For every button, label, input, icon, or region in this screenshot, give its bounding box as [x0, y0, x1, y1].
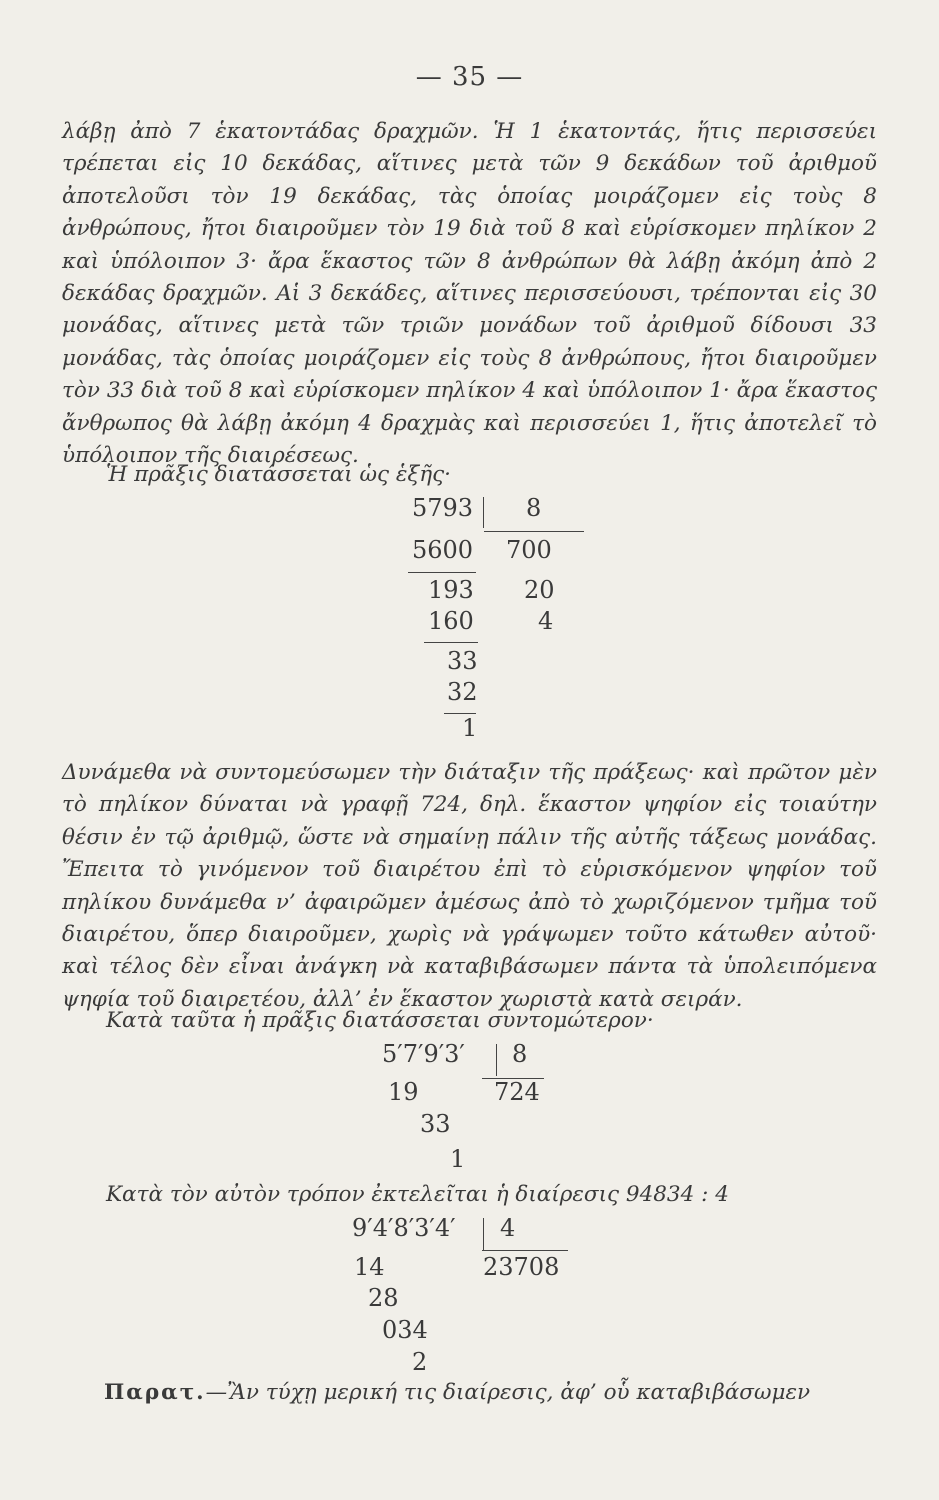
subtrahend-3: 32	[447, 678, 478, 706]
divisor-bar	[483, 497, 484, 528]
example-final-remainder: 2	[412, 1348, 428, 1376]
divisor-short: 8	[512, 1040, 528, 1068]
quotient-example: 23708	[483, 1253, 560, 1281]
divisor-example: 4	[500, 1214, 516, 1242]
quotient-short: 724	[494, 1078, 540, 1106]
quotient-digit-1: 700	[506, 536, 552, 564]
example-remainder-1: 14	[354, 1253, 385, 1281]
dividend: 5793	[412, 494, 474, 522]
divisor: 8	[526, 494, 542, 522]
quotient-line	[484, 531, 584, 532]
quotient-digit-3: 4	[538, 607, 554, 635]
paragraph-explanation: λάβῃ ἀπὸ 7 ἑκατοντάδας δραχμῶν. Ἡ 1 ἑκατοντάς, ἥτις περισσεύει τρέπεται εἰς 10 δεκάδας, αἵτινες μετὰ τῶν 9 δεκάδων τοῦ ἀριθμοῦ ἀποτελοῦσι τὸν 19 δεκάδας, τὰς ὁποίας μοιράζομεν εἰς τοὺς 8 ἀνθρώπους, ἤτοι διαιροῦμεν τὸν 19 διὰ τοῦ 8 καὶ εὑρίσκομεν πηλίκον 2 καὶ ὑπόλοιπον 3· ἄρα ἕκαστος τῶν 8 ἀνθρώπων θὰ λάβῃ ἀκόμη ἀπὸ 2 δεκάδας δραχμῶν. Αἱ 3 δεκάδες, αἵτινες περισσεύουσι, τρέπονται εἰς 30 μονάδας, αἵτινες μετὰ τῶν τριῶν μονάδων τοῦ ἀριθμοῦ δίδουσι 33 μονάδας, τὰς ὁποίας μοιράζομεν εἰς τοὺς 8 ἀνθρώπους, ἤτοι διαιροῦμεν τὸν 33 διὰ τοῦ 8 καὶ εὑρίσκομεν πηλίκον 4 καὶ ὑπόλοιπον 1· ἄρα ἕκαστος ἄνθρωπος θὰ λάβῃ ἀκόμη 4 δραχμὰς καὶ περισσεύει 1, ἥτις ἀποτελεῖ τὸ ὑπόλοιπον τῆς διαιρέσεως.	[62, 119, 877, 469]
intro-second-example: Κατὰ τὸν αὐτὸν τρόπον ἐκτελεῖται ἡ διαίρεσις 94834 : 4	[106, 1182, 729, 1207]
remainder-2: 33	[447, 647, 478, 675]
partial-remainder-1: 19	[388, 1078, 419, 1106]
subtraction-line-1	[408, 572, 476, 573]
remainder-3: 1	[462, 714, 478, 742]
subtraction-line-2	[424, 642, 478, 643]
partial-remainder-2: 33	[420, 1110, 451, 1138]
quotient-digit-2: 20	[524, 576, 555, 604]
intro-layout-statement: Ἡ πρᾶξις διατάσσεται ὡς ἑξῆς·	[106, 462, 452, 487]
note-label: Παρατ.	[104, 1380, 206, 1405]
subtrahend-1: 5600	[412, 536, 474, 564]
quotient-line-example	[482, 1250, 568, 1251]
dividend-example: 9′4′8′3′4′	[352, 1214, 456, 1242]
subtrahend-2: 160	[428, 607, 474, 635]
final-remainder: 1	[450, 1145, 466, 1173]
paragraph-shortening: Δυνάμεθα νὰ συντομεύσωμεν τὴν διάταξιν τῆς πράξεως· καὶ πρῶτον μὲν τὸ πηλίκον δύναται νὰ γραφῇ 724, δηλ. ἕκαστον ψηφίον εἰς τοιαύτην θέσιν ἐν τῷ ἀριθμῷ, ὥστε νὰ σημαίνῃ πάλιν τῆς αὐτῆς τάξεως μονάδας. Ἔπειτα τὸ γινόμενον τοῦ διαιρέτου ἐπὶ τὸ εὑρισκόμενον ψηφίον τοῦ πηλίκου δυνάμεθα ν’ ἀφαιρῶμεν ἀμέσως ἀπὸ τὸ χωριζόμενον τμῆμα τοῦ διαιρέτου, ὅπερ διαιροῦμεν, χωρὶς νὰ γράψωμεν τοῦτο κάτωθεν αὐτοῦ· καὶ τέλος δὲν εἶναι ἀνάγκη νὰ καταβιβάσωμεν πάντα τὰ ὑπολειπόμενα ψηφία τοῦ διαιρετέου, ἀλλ’ ἐν ἕκαστον χωριστὰ κατὰ σειράν.	[62, 760, 877, 1012]
page-number: — 35 —	[415, 62, 524, 92]
divisor-bar-short	[496, 1044, 497, 1076]
remainder-1: 193	[428, 576, 474, 604]
dividend-short: 5′7′9′3′	[382, 1040, 465, 1068]
note-text: —Ἂν τύχῃ μερική τις διαίρεσις, ἀφ’ οὗ καταβιβάσωμεν	[205, 1380, 811, 1405]
divisor-bar-example	[483, 1218, 484, 1250]
note-line	[104, 1380, 810, 1405]
example-remainder-2: 28	[368, 1284, 399, 1312]
intro-short-layout: Κατὰ ταῦτα ἡ πρᾶξις διατάσσεται συντομώτερον·	[106, 1008, 654, 1033]
example-remainder-3: 034	[382, 1316, 428, 1344]
